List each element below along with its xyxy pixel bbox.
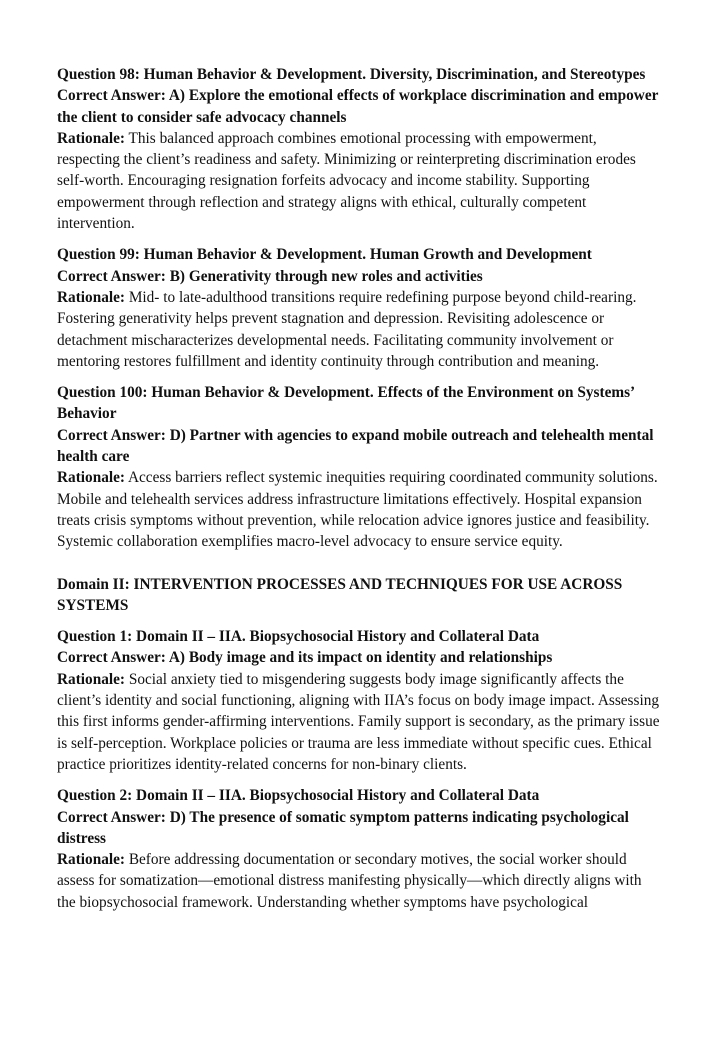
question-99-title: Question 99: Human Behavior & Development. Human Growth and Development: [57, 246, 592, 264]
question-99-answer: Correct Answer: B) Generativity through new roles and activities: [57, 267, 483, 285]
rationale-label: Rationale:: [57, 851, 125, 869]
domain-2-question-1-block: [57, 626, 662, 775]
rationale-label: Rationale:: [57, 670, 125, 688]
rationale-text: Mid- to late-adulthood transitions require redefining purpose beyond child-rearing. Fostering generativity helps prevent stagnation and depression. Revisiting adolescence or detachment mischaracterizes developmental needs. Facilitating community involvement or mentoring restores fulfillment and identity continuity through contribution and meaning.: [57, 288, 637, 370]
rationale-text: Social anxiety tied to misgendering suggests body image significantly affects the client’s identity and social functioning, aligning with IIA’s focus on body image impact. Assessing this first informs gender-affirming interventions. Family support is secondary, as the primary issue is self-perception. Workplace policies or trauma are less immediate without specific cues. Ethical practice prioritizes identity-related concerns for non-binary clients.: [57, 670, 660, 773]
question-99-block: [57, 244, 662, 372]
domain-2-question-2-block: [57, 785, 662, 913]
rationale-label: Rationale:: [57, 469, 125, 487]
rationale-text: This balanced approach combines emotional processing with empowerment, respecting the client’s readiness and safety. Minimizing or reinterpreting discrimination erodes self-worth. Encouraging resignation forfeits advocacy and income stability. Supporting empowerment through reflection and strategy aligns with ethical, culturally competent intervention.: [57, 129, 636, 233]
question-98-answer: Correct Answer: A) Explore the emotional effects of workplace discrimination and empower the client to consider safe advocacy channels: [57, 87, 659, 126]
domain-2-question-1-rationale: [57, 669, 662, 775]
question-99-rationale: [57, 287, 662, 372]
question-100-block: [57, 382, 662, 552]
rationale-text: Access barriers reflect systemic inequities requiring coordinated community solutions. Mobile and telehealth services address infrastructure limitations effectively. Hospital expansion treats crisis symptoms without prevention, while relocation advice ignores justice and feasibility. Systemic collaboration exemplifies macro-level advocacy to ensure service equity.: [57, 469, 658, 551]
domain-2-question-1-title: Question 1: Domain II – IIA. Biopsychosocial History and Collateral Data: [57, 628, 540, 646]
rationale-label: Rationale:: [57, 288, 125, 306]
question-100-title: Question 100: Human Behavior & Development. Effects of the Environment on Systems’ Behavior: [57, 384, 635, 423]
question-98-rationale: [57, 128, 662, 234]
domain-heading: Domain II: INTERVENTION PROCESSES AND TECHNIQUES FOR USE ACROSS SYSTEMS: [57, 575, 623, 614]
question-100-answer: Correct Answer: D) Partner with agencies to expand mobile outreach and telehealth mental health care: [57, 426, 654, 466]
domain-2-question-1-answer: Correct Answer: A) Body image and its impact on identity and relationships: [57, 649, 553, 667]
question-98-block: [57, 64, 662, 234]
rationale-label: Rationale:: [57, 129, 125, 147]
question-100-rationale: [57, 467, 662, 552]
domain-2-question-2-answer: Correct Answer: D) The presence of somatic symptom patterns indicating psychological distress: [57, 808, 629, 847]
question-98-title: Question 98: Human Behavior & Development. Diversity, Discrimination, and Stereotypes: [57, 66, 646, 83]
rationale-text: Before addressing documentation or secondary motives, the social worker should assess for somatization—emotional distress manifesting physically—which directly aligns with the biopsychosocial framework. Understanding whether symptoms have psychological: [57, 851, 642, 911]
domain-2-question-2-title: Question 2: Domain II – IIA. Biopsychosocial History and Collateral Data: [57, 787, 540, 805]
domain-2-question-2-rationale: [57, 849, 662, 913]
